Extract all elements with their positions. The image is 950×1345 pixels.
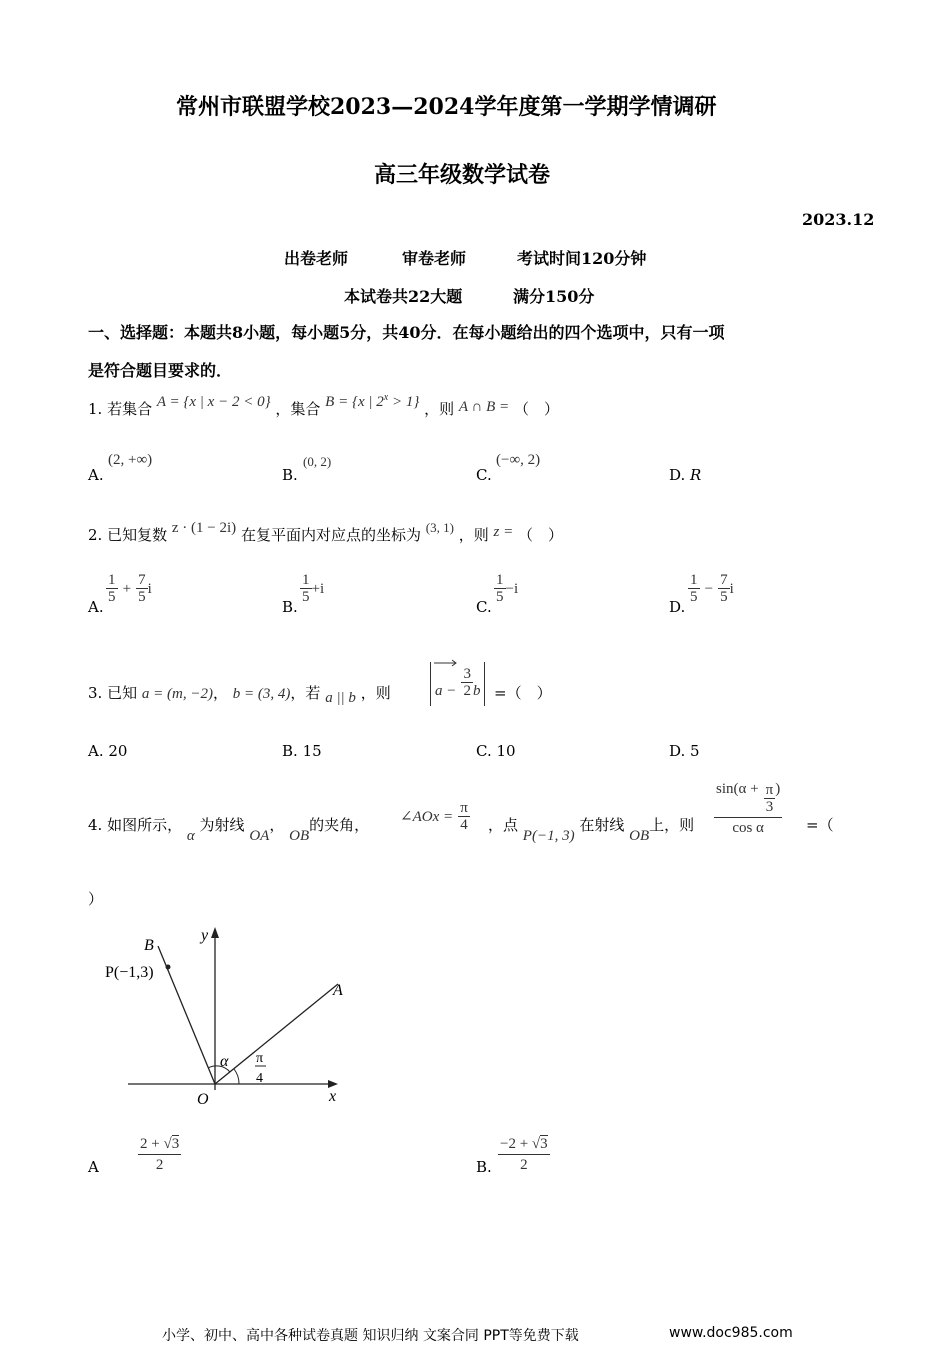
question-text: ，则: [360, 684, 391, 702]
question-text: 已知: [107, 684, 138, 702]
answer-paren-close: ）: [88, 890, 104, 908]
pi-over-4-arc: [234, 1069, 239, 1084]
section-heading-line1: 一、选择题：本题共8小题，每小题5分，共40分．在每小题给出的四个选项中，只有一项: [88, 323, 725, 342]
option-b[interactable]: [282, 742, 322, 760]
sin-expr: sin(α +: [716, 781, 759, 797]
fraction: [764, 782, 776, 815]
imaginary-unit: i: [147, 581, 152, 597]
radicand: 3: [171, 1136, 180, 1152]
vector-arrow-icon: [434, 652, 446, 660]
y-axis-arrow-icon: [211, 927, 219, 938]
question-text: ，点: [488, 816, 519, 834]
operator: −: [704, 581, 714, 597]
ray-ob: OB: [289, 828, 310, 844]
question-number: 2.: [88, 526, 103, 544]
denominator: 2: [520, 1157, 528, 1173]
denominator: 5: [302, 589, 310, 605]
label-o: O: [197, 1091, 209, 1108]
imaginary-unit: i: [513, 581, 519, 597]
vector-a: a = (m, −2): [141, 686, 213, 702]
footer-site-link[interactable]: www.doc985.com: [669, 1325, 793, 1341]
option-value: 15: [302, 742, 322, 760]
question-number: 1.: [88, 400, 103, 418]
option-d[interactable]: [669, 598, 685, 616]
x-axis-arrow-icon: [328, 1080, 338, 1088]
radicand: 3: [540, 1136, 548, 1152]
label-a: A: [333, 982, 343, 999]
option-b[interactable]: [282, 466, 298, 484]
option-label: C.: [476, 598, 492, 616]
question-text: 若集合: [107, 400, 153, 418]
paren-close: ): [775, 781, 781, 797]
numerator: 7: [720, 572, 728, 588]
option-b-value: [498, 1136, 550, 1174]
num-pre: 2 +: [140, 1136, 164, 1152]
numerator: 2 + √3: [138, 1136, 181, 1155]
abs-vector-b: b: [472, 683, 481, 699]
numerator: 1: [302, 572, 310, 588]
numerator: 7: [138, 572, 146, 588]
denominator: 2: [463, 683, 471, 699]
question-3: [88, 682, 391, 706]
option-c-value: [494, 572, 518, 605]
numerator: 1: [690, 572, 698, 588]
option-b[interactable]: [282, 598, 298, 616]
question-text: ，若: [290, 684, 321, 702]
abs-vector-a: a −: [435, 683, 457, 699]
denominator: 5: [138, 589, 146, 605]
option-b-value: [300, 572, 324, 605]
denominator: 5: [720, 589, 728, 605]
option-d-value: [688, 572, 734, 605]
numerator: 1: [108, 572, 116, 588]
alpha-symbol: α: [186, 828, 195, 844]
angle-label: ∠AOx =: [400, 809, 454, 825]
punctuation: ，: [212, 684, 228, 702]
parallel-condition: a || b: [325, 690, 356, 706]
option-label: A.: [88, 466, 104, 484]
teacher-out: 出卷老师: [284, 249, 349, 268]
operator: +: [311, 581, 320, 597]
option-value: 5: [690, 742, 700, 760]
numerator: −2 + √3: [498, 1136, 550, 1155]
option-d-value: R: [690, 466, 702, 484]
option-c-value: (−∞, 2): [496, 452, 541, 468]
option-a-value: [106, 572, 152, 605]
exam-time: 考试时间120分钟: [517, 249, 647, 268]
denominator: 5: [108, 589, 116, 605]
question-number: 3.: [88, 684, 103, 702]
operator: −: [505, 581, 514, 597]
option-label: C.: [476, 742, 492, 760]
section-heading-line2: 是符合题目要求的．: [88, 361, 233, 380]
set-a-expr: A = {x | x − 2 < 0}: [156, 394, 271, 410]
option-label: A.: [88, 598, 104, 616]
option-label: D.: [669, 466, 686, 484]
point-p-dot: [166, 965, 171, 970]
option-label: C.: [476, 466, 492, 484]
option-value: 20: [108, 742, 128, 760]
denominator: 5: [690, 589, 698, 605]
complex-expr: z · (1 − 2i): [171, 520, 237, 536]
set-b-expr-post: > 1}: [388, 394, 420, 410]
question-text: ，则: [458, 526, 489, 544]
label-4: 4: [256, 1071, 263, 1086]
question-4: [88, 814, 370, 844]
denominator: 3: [765, 799, 774, 815]
denominator: 5: [496, 589, 504, 605]
answer-paren: =（ ）: [494, 684, 552, 702]
point-p: P(−1, 3): [522, 828, 575, 844]
ray-oa: OA: [249, 828, 270, 844]
answer-paren-open: =（: [806, 816, 834, 834]
label-x: x: [329, 1088, 337, 1105]
fraction: [106, 572, 118, 605]
imaginary-unit: i: [319, 581, 325, 597]
question-text: 如图所示，: [107, 816, 183, 834]
exam-subtitle: 高三年级数学试卷: [374, 162, 551, 188]
question-text: 为射线: [199, 816, 245, 834]
option-label: D.: [669, 742, 686, 760]
question-1: [88, 392, 559, 419]
option-label: B.: [476, 1158, 492, 1176]
question-text: 已知复数: [107, 526, 168, 544]
label-p: P(−1,3): [105, 964, 154, 981]
option-d[interactable]: [669, 742, 700, 760]
option-label: B.: [282, 742, 298, 760]
question-text: 在复平面内对应点的坐标为: [240, 526, 421, 544]
option-label: B.: [282, 466, 298, 484]
option-value: 10: [496, 742, 516, 760]
z-expr: z =: [493, 524, 514, 540]
questions-total: 本试卷共22大题: [344, 287, 463, 306]
option-a-value: [138, 1136, 181, 1174]
label-b: B: [144, 937, 154, 954]
option-d[interactable]: [669, 466, 701, 484]
exam-date: 2023.12: [802, 210, 875, 229]
option-a[interactable]: [88, 742, 127, 760]
exam-title: 常州市联盟学校2023—2024学年度第一学期学情调研: [176, 94, 717, 120]
trig-fraction: [714, 782, 782, 837]
answer-paren: （ ）: [513, 400, 559, 418]
option-a[interactable]: [88, 598, 104, 616]
numerator: π: [460, 800, 468, 816]
fraction: [494, 572, 506, 605]
question-2: [88, 520, 564, 545]
question-text: ，则: [424, 400, 455, 418]
operator: +: [122, 581, 132, 597]
label-alpha: α: [220, 1053, 229, 1070]
fraction: [458, 800, 470, 833]
fraction: [461, 666, 473, 699]
option-c[interactable]: [476, 466, 492, 484]
option-b-value: (0, 2): [303, 454, 332, 469]
denominator: 2: [155, 1157, 164, 1173]
trig-numerator: [714, 782, 782, 818]
full-score: 满分150分: [513, 287, 595, 306]
point-coord: (3, 1): [425, 520, 454, 535]
question-text: ，集合: [275, 400, 321, 418]
option-c[interactable]: [476, 742, 516, 760]
angle-expr: [400, 800, 470, 833]
teacher-review: 审卷老师: [402, 249, 467, 268]
fraction: [136, 572, 148, 605]
option-label: B.: [282, 598, 298, 616]
option-c[interactable]: [476, 598, 492, 616]
option-a[interactable]: [88, 1158, 99, 1176]
option-b[interactable]: [476, 1158, 492, 1176]
imaginary-unit: i: [729, 581, 734, 597]
label-y: y: [201, 927, 209, 944]
option-label: A: [88, 1158, 99, 1176]
question-text: 的夹角，: [309, 816, 370, 834]
numerator: 3: [463, 666, 471, 682]
question-number: 4.: [88, 816, 103, 834]
option-a-value: (2, +∞): [108, 452, 153, 468]
ray-oa-line: [215, 984, 338, 1084]
abs-expression: [430, 662, 485, 706]
numerator: 1: [496, 572, 504, 588]
vector-b: b = (3, 4): [232, 686, 291, 702]
footer-text: 小学、初中、高中各种试卷真题 知识归纳 文案合同 PPT等免费下载: [162, 1328, 579, 1344]
fraction: [300, 572, 312, 605]
trig-denominator: cos α: [732, 820, 764, 836]
set-b-expr-pre: B = {x | 2: [325, 394, 384, 410]
numerator: π: [765, 782, 774, 798]
option-a[interactable]: [88, 466, 104, 484]
coordinate-figure: [100, 920, 360, 1110]
fraction: [718, 572, 730, 605]
label-pi: π: [256, 1051, 264, 1066]
punctuation: ，: [269, 816, 285, 834]
denominator: 4: [460, 817, 468, 833]
question-text: 上，则: [649, 816, 695, 834]
question-text: 在射线: [579, 816, 625, 834]
option-label: A.: [88, 742, 104, 760]
option-label: D.: [669, 598, 686, 616]
question-4-cont: [488, 814, 695, 844]
fraction: [688, 572, 700, 605]
intersection-expr: A ∩ B =: [458, 399, 510, 415]
num-pre: −2 +: [500, 1136, 532, 1152]
ray-ob-2: OB: [629, 828, 650, 844]
set-b-expr: [325, 394, 419, 410]
set-b-exponent: x: [383, 392, 389, 403]
answer-paren: （ ）: [518, 526, 564, 544]
